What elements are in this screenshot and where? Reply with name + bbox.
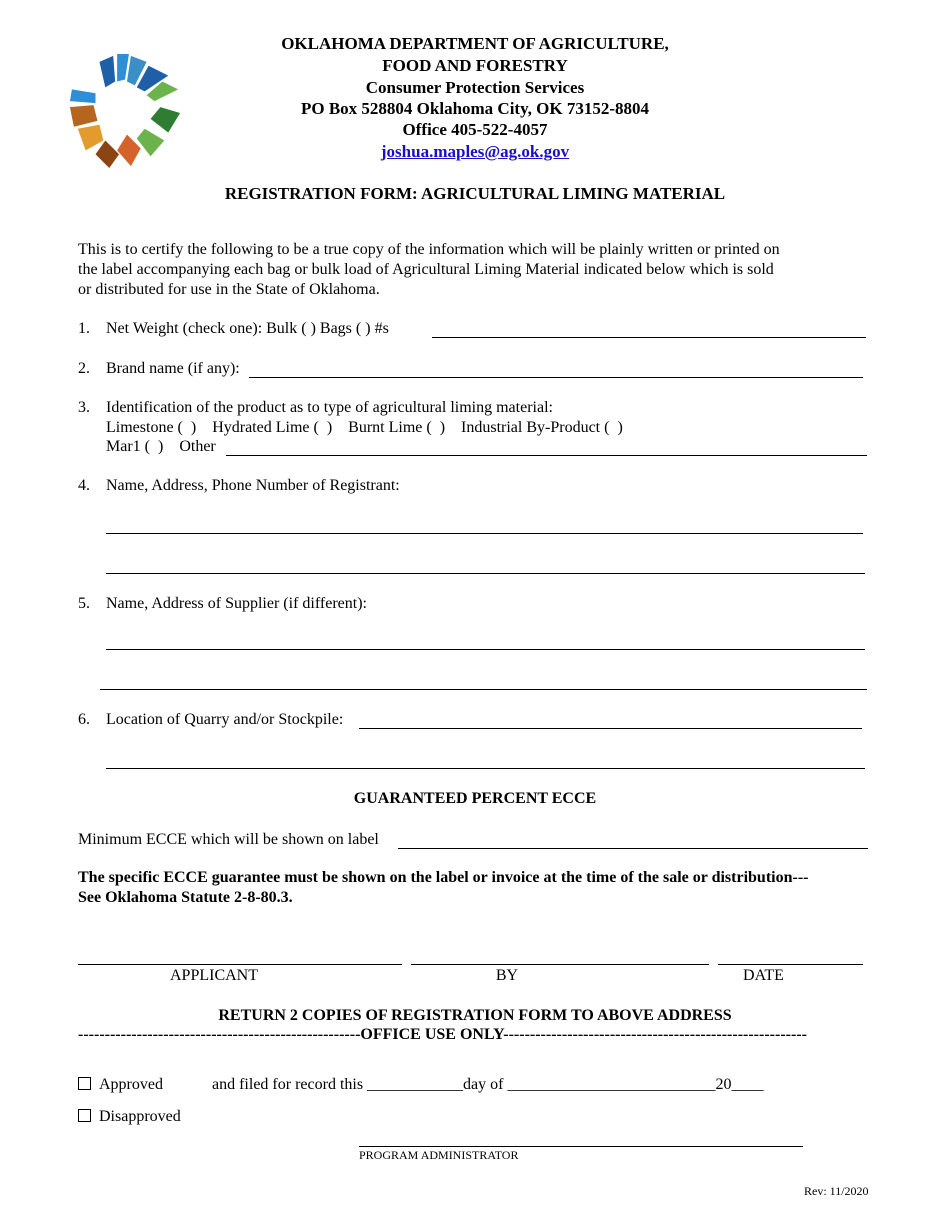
admin-signature-field[interactable] [359,1146,803,1147]
item-2-number: 2. [78,360,90,377]
item-3-number: 3. [78,399,90,416]
item-6-number: 6. [78,711,90,728]
applicant-label: APPLICANT [169,967,258,984]
product-type-label: Identification of the product as to type of agricultural liming material: [106,399,553,416]
registrant-field-line-2[interactable] [106,573,865,574]
approved-checkbox[interactable] [78,1077,91,1090]
intro-line-2: the label accompanying each bag or bulk load of Agricultural Liming Material indicated below which is sold [78,261,774,278]
logo-piece [117,54,129,82]
mailing-address: PO Box 528804 Oklahoma City, OK 73152-8804 [300,99,650,118]
intro-line-3: or distributed for use in the State of Oklahoma. [78,281,380,298]
org-name-line2: FOOD AND FORESTRY [382,56,568,75]
logo-piece [70,89,96,103]
revision-date: Rev: 11/2020 [804,1184,869,1198]
supplier-field-line-2[interactable] [100,689,867,690]
ecce-heading: GUARANTEED PERCENT ECCE [353,790,597,807]
item-1-number: 1. [78,320,90,337]
logo-piece [96,141,120,169]
by-signature-field[interactable] [411,964,709,965]
approved-label: Approved [99,1076,163,1093]
minimum-ecce-label: Minimum ECCE which will be shown on label [78,831,379,848]
date-label: DATE [743,967,784,984]
ecce-notice-line-1: The specific ECCE guarantee must be shown on the label or invoice at the time of the sale or distribution--- [78,869,809,886]
logo-piece [70,105,98,127]
quarry-location-field[interactable] [359,728,862,729]
product-type-options[interactable]: Limestone ( ) Hydrated Lime ( ) Burnt Lime ( ) Industrial By-Product ( ) [106,419,623,436]
odaff-star-logo [66,52,184,170]
org-name-line1: OKLAHOMA DEPARTMENT OF AGRICULTURE, [281,34,669,53]
logo-piece [117,135,141,166]
other-type-field[interactable] [226,455,867,456]
registrant-field-line-1[interactable] [106,533,863,534]
return-notice: RETURN 2 COPIES OF REGISTRATION FORM TO ABOVE ADDRESS [218,1007,732,1024]
ecce-notice-line-2: See Oklahoma Statute 2-8-80.3. [78,889,293,906]
program-administrator-label: PROGRAM ADMINISTRATOR [359,1148,519,1162]
office-phone: Office 405-522-4057 [402,120,548,139]
logo-piece [151,107,181,133]
logo-piece [137,129,165,157]
applicant-signature-field[interactable] [78,964,402,965]
disapproved-label: Disapproved [99,1108,181,1125]
logo-piece [78,125,104,151]
logo-piece [99,56,115,87]
net-weight-field[interactable] [432,337,866,338]
form-title: REGISTRATION FORM: AGRICULTURAL LIMING MATERIAL [224,184,726,203]
quarry-location-field-2[interactable] [106,768,865,769]
minimum-ecce-field[interactable] [398,848,868,849]
office-use-divider: -----------------------------------------------------OFFICE USE ONLY--------------------------------------------------------- [78,1026,807,1043]
email-link[interactable]: joshua.maples@ag.ok.gov [380,142,570,161]
brand-name-label: Brand name (if any): [106,360,240,377]
registrant-label: Name, Address, Phone Number of Registrant: [106,477,400,494]
date-field[interactable] [718,964,863,965]
intro-line-1: This is to certify the following to be a true copy of the information which will be plainly written or printed on [78,241,780,258]
filed-for-record-text: and filed for record this ____________day of __________________________20____ [212,1076,764,1093]
disapproved-checkbox[interactable] [78,1109,91,1122]
division-name: Consumer Protection Services [365,78,585,97]
quarry-location-label: Location of Quarry and/or Stockpile: [106,711,344,728]
net-weight-label: Net Weight (check one): Bulk ( ) Bags ( ) #s [106,320,389,337]
supplier-label: Name, Address of Supplier (if different): [106,595,367,612]
item-4-number: 4. [78,477,90,494]
item-5-number: 5. [78,595,90,612]
brand-name-field[interactable] [249,377,863,378]
product-type-options-2[interactable]: Mar1 ( ) Other [106,438,216,455]
by-label: BY [495,967,519,984]
supplier-field-line-1[interactable] [106,649,865,650]
